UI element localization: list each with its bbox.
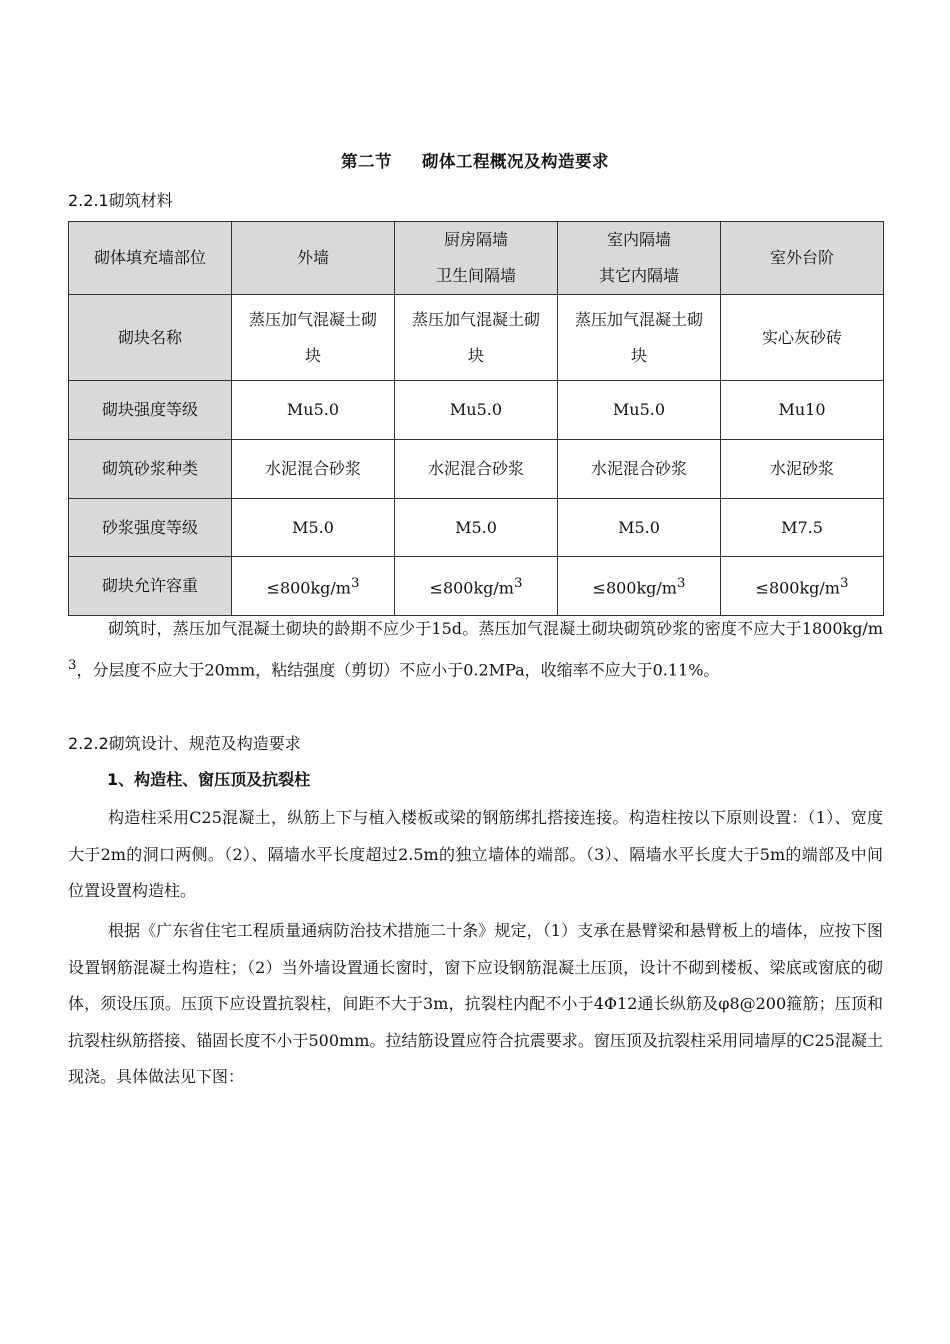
row-label: 砂浆强度等级 xyxy=(69,499,232,557)
cell-line: 块 xyxy=(467,345,484,365)
density-superscript: 3 xyxy=(350,575,360,591)
density-superscript: 3 xyxy=(839,575,849,591)
section-title xyxy=(0,148,950,172)
subheading-constructional-columns: 1、构造柱、窗压顶及抗裂柱 xyxy=(107,770,311,789)
cell-line: 卫生间隔墙 xyxy=(435,266,516,285)
cell-line: 厨房隔墙 xyxy=(443,230,508,249)
cell-line: 其它内隔墙 xyxy=(598,266,679,285)
table-cell: 砌体填充墙部位 xyxy=(69,222,232,295)
table-cell xyxy=(558,295,721,381)
paragraph-guangdong-regulation: 根据《广东省住宅工程质量通病防治技术措施二十条》规定，（1）支承在悬臂梁和悬臂板上的墙体，应按下图设置钢筋混凝土构造柱；（2）当外墙设置通长窗时，窗下应设钢筋混凝土压顶，设计不砌到楼板、梁底或窗底的砌体，须设压顶。压顶下应设置抗裂柱，间距不大于3m，抗裂柱内配不小于4Φ12通长纵筋及φ8@200箍筋；压顶和抗裂柱纵筋搭接、锚固长度不小于500mm。拉结筋设置应符合抗震要求。窗压顶及抗裂柱采用同墙厚的C25混凝土现浇。具体做法见下图： xyxy=(68,921,883,1086)
table-cell: Mu5.0 xyxy=(395,381,558,440)
table-cell: Mu10 xyxy=(721,381,884,440)
table-row xyxy=(69,557,884,616)
cell-line: 块 xyxy=(630,345,647,365)
heading-2-2-1: 2.2.1砌筑材料 xyxy=(68,191,173,210)
table-cell: 室外台阶 xyxy=(721,222,884,295)
paragraph-constructional-columns: 构造柱采用C25混凝土，纵筋上下与植入楼板或梁的钢筋绑扎搭接连接。构造柱按以下原则设置：（1）、宽度大于2m的洞口两侧。（2）、隔墙水平长度超过2.5m的独立墙体的端部。（3）、隔墙水平长度大于5m的端部及中间位置设置构造柱。 xyxy=(68,808,883,900)
paragraph-text: 砌筑时，蒸压加气混凝土砌块的龄期不应少于15d。蒸压加气混凝土砌块砌筑砂浆的密度不应大于1800kg/m xyxy=(108,619,883,638)
table-cell: M5.0 xyxy=(232,499,395,557)
table-cell: 水泥混合砂浆 xyxy=(558,440,721,499)
table-cell xyxy=(558,557,721,616)
table-cell: M5.0 xyxy=(395,499,558,557)
table-cell xyxy=(395,222,558,295)
section-number: 第二节 xyxy=(341,152,392,171)
paragraph-text: ，分层度不应大于20mm，粘结强度（剪切）不应小于0.2MPa，收缩率不应大于0.11%。 xyxy=(76,659,720,679)
row-label: 砌块允许容重 xyxy=(69,557,232,616)
density-superscript: 3 xyxy=(676,575,686,591)
table-cell: 水泥砂浆 xyxy=(721,440,884,499)
paragraph-curing-and-mortar xyxy=(68,611,883,688)
paragraph-superscript: 3 xyxy=(68,657,77,673)
cell-line: 室内隔墙 xyxy=(606,230,671,249)
cell-line: 蒸压加气混凝土砌 xyxy=(574,309,703,329)
table-header-row xyxy=(69,222,884,295)
section-title-text: 砌体工程概况及构造要求 xyxy=(422,152,609,171)
density-value: ≤800kg/m xyxy=(592,578,677,598)
density-value: ≤800kg/m xyxy=(755,578,840,598)
table-row xyxy=(69,440,884,499)
density-value: ≤800kg/m xyxy=(429,578,514,598)
table-cell xyxy=(395,557,558,616)
row-label: 砌筑砂浆种类 xyxy=(69,440,232,499)
masonry-materials-table xyxy=(68,221,884,616)
cell-line: 块 xyxy=(304,345,321,365)
heading-2-2-2: 2.2.2砌筑设计、规范及构造要求 xyxy=(68,734,301,753)
table-cell xyxy=(232,557,395,616)
table-cell: 外墙 xyxy=(232,222,395,295)
cell-line: 蒸压加气混凝土砌 xyxy=(411,309,540,329)
cell-line: 蒸压加气混凝土砌 xyxy=(248,309,377,329)
density-superscript: 3 xyxy=(513,575,523,591)
table-cell: M7.5 xyxy=(721,499,884,557)
table-cell: Mu5.0 xyxy=(232,381,395,440)
table-cell: 水泥混合砂浆 xyxy=(232,440,395,499)
row-label: 砌块名称 xyxy=(69,295,232,381)
row-label: 砌块强度等级 xyxy=(69,381,232,440)
table-cell xyxy=(721,557,884,616)
table-cell: M5.0 xyxy=(558,499,721,557)
table-cell: Mu5.0 xyxy=(558,381,721,440)
table-cell xyxy=(558,222,721,295)
table-row xyxy=(69,499,884,557)
table-row xyxy=(69,381,884,440)
table-cell xyxy=(395,295,558,381)
table-row xyxy=(69,295,884,381)
table-cell: 水泥混合砂浆 xyxy=(395,440,558,499)
table-cell xyxy=(232,295,395,381)
table-cell: 实心灰砂砖 xyxy=(721,295,884,381)
density-value: ≤800kg/m xyxy=(266,578,351,598)
